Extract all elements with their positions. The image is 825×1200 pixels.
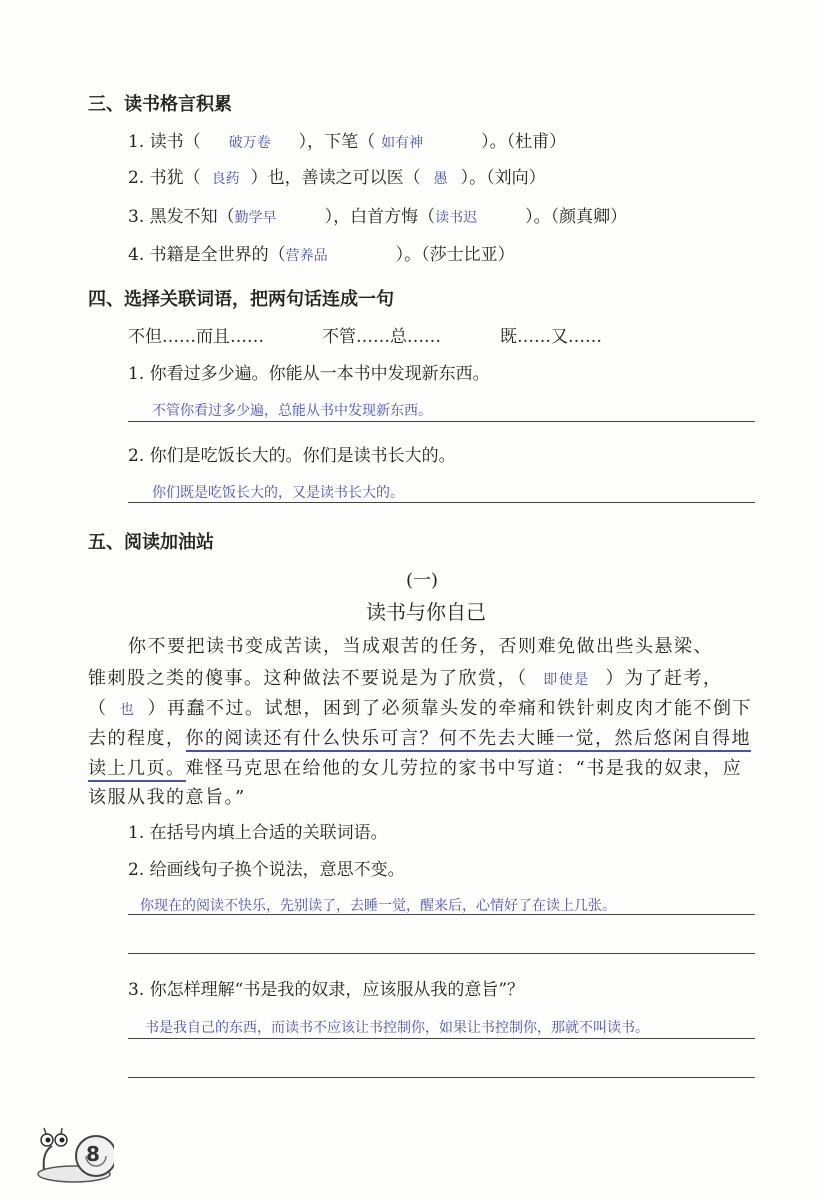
s3-q2-answer2[interactable]: 愚 [433,171,448,187]
answer-line [128,1077,755,1078]
s4-answer-1[interactable]: 不管你看过多少遍，总能从书中发现新东西。 [152,403,432,419]
passage-part-label: (一) [406,570,439,591]
s3-q1-answer1[interactable]: 破万卷 [228,135,271,151]
passage-line-3 [88,694,752,720]
s3-q2-text-c: ）。（刘向） [460,168,546,188]
passage-blank-2-answer[interactable]: 也 [119,702,136,718]
s3-q2 [128,163,546,188]
s3-q3-text-b: ），白首方悔（ [324,207,436,227]
s5-question-3: 3. 你怎样理解“书是我的奴隶，应该服从我的意旨”？ [128,980,525,1000]
s4-conj-2: 不管……总…… [322,327,441,347]
passage-text: 去的程度， [88,728,186,749]
s3-q3-answer1[interactable]: 勤学早 [234,210,277,226]
passage-line-4 [88,724,751,750]
passage-line-6: 该服从我的意旨。” [88,787,246,808]
s4-conj-3: 既……又…… [500,327,602,347]
s3-q3-text-c: ）。（颜真卿） [525,207,628,227]
s5-question-2: 2. 给画线句子换个说法，意思不变。 [128,860,405,880]
s4-answer-2[interactable]: 你们既是吃饭长大的，又是读书长大的。 [152,485,404,501]
s3-q1-text-b: ），下笔（ [298,132,376,152]
s3-q2-text-a: 2. 书犹（ [128,168,201,188]
s5-question-1: 1. 在括号内填上合适的关联词语。 [128,823,388,843]
answer-line [128,914,755,915]
passage-blank-1-answer[interactable]: 即使是 [543,672,590,688]
s3-q4 [128,240,515,265]
section4-title: 四、选择关联词语，把两句话连成一句 [88,289,394,310]
s3-q3-text-a: 3. 黑发不知（ [128,207,235,227]
s3-q1-answer2[interactable]: 如有神 [381,135,424,151]
s3-q1-text-a: 1. 读书（ [128,132,201,152]
answer-line [128,953,755,954]
answer-line [128,1038,755,1039]
underlined-sentence: 你的阅读还有什么快乐可言？何不先去大睡一觉，然后悠闲自得地 [186,728,752,752]
passage-line-1: 你不要把读书变成苦读，当成艰苦的任务，否则难免做出些头悬梁、 [128,636,713,657]
s3-q1 [128,127,566,152]
underlined-sentence: 读上几页。 [88,758,186,782]
answer-line [128,502,755,503]
s3-q4-text-b: ）。（莎士比亚） [395,245,515,265]
page-number: 8 [86,1142,100,1166]
s4-question-2: 2. 你们是吃饭长大的。你们是读书长大的。 [128,446,456,466]
s3-q4-text-a: 4. 书籍是全世界的（ [128,245,286,265]
s4-conj-1: 不但……而且…… [128,327,264,347]
s3-q2-answer1[interactable]: 良药 [211,171,240,187]
s3-q3 [128,202,627,227]
article-title: 读书与你自己 [366,600,486,624]
s3-q4-answer1[interactable]: 营养品 [285,248,328,264]
passage-text: 锥刺股之类的傻事。这种做法不要说是为了欣赏，（ [88,668,528,689]
section5-title: 五、阅读加油站 [88,532,214,553]
passage-text: ）为了赶考， [605,668,723,689]
s3-q3-answer2[interactable]: 读书迟 [435,210,478,226]
passage-line-2 [88,664,723,690]
s4-question-1: 1. 你看过多少遍。你能从一本书中发现新东西。 [128,364,490,384]
passage-text: （ [88,698,108,719]
passage-text: ）再蠢不过。试想，困到了必须靠头发的牵痛和铁针刺皮肉才能不倒下 [147,698,752,719]
answer-line [128,421,755,422]
passage-text: 难怪马克思在给他的女儿劳拉的家书中写道：“书是我的奴隶，应 [185,758,743,779]
section3-title: 三、读书格言积累 [88,94,232,115]
s3-q1-text-c: ）。（杜甫） [481,132,567,152]
s5-answer-3[interactable]: 书是我自己的东西，而读书不应该让书控制你，如果让书控制你，那就不叫读书。 [145,1020,649,1036]
s5-answer-2[interactable]: 你现在的阅读不快乐，先别读了，去睡一觉，醒来后，心情好了在读上几张。 [140,898,616,914]
passage-line-5 [88,754,742,780]
snail-mascot-icon [34,1122,114,1184]
s3-q2-text-b: ）也，善读之可以医（ [250,168,421,188]
